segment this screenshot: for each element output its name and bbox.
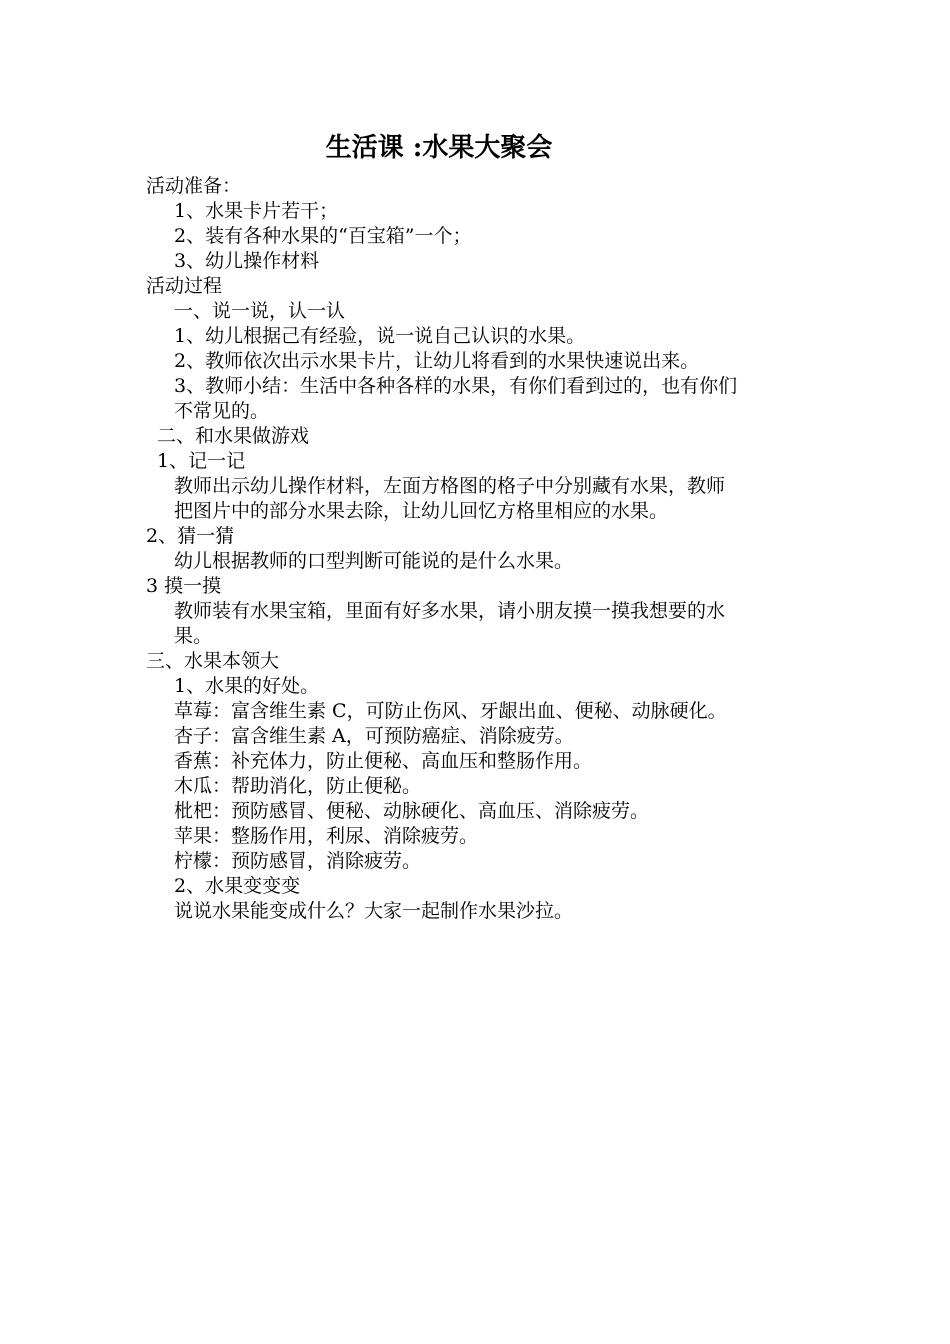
list-item: 1、水果卡片若干； <box>174 200 339 222</box>
section-heading-preparation: 活动准备： <box>146 175 242 197</box>
list-item: 2、猜一猜 <box>146 525 235 547</box>
fruit-benefit-line: 苹果：整肠作用，利尿、消除疲劳。 <box>174 825 479 847</box>
list-item: 2、水果变变变 <box>174 875 301 897</box>
list-item: 3、教师小结：生活中各种各样的水果，有你们看到过的，也有你们 <box>174 375 738 397</box>
fruit-benefit-line: 柠檬：预防感冒，消除疲劳。 <box>174 850 422 872</box>
paragraph-line: 果。 <box>174 625 213 647</box>
paragraph-line: 把图片中的部分水果去除，让幼儿回忆方格里相应的水果。 <box>174 500 669 522</box>
document-title: 生活课 :水果大聚会 <box>325 133 553 163</box>
paragraph-line: 教师装有水果宝箱，里面有好多水果，请小朋友摸一摸我想要的水 <box>174 600 726 622</box>
list-item: 1、水果的好处。 <box>174 675 320 697</box>
paragraph-line: 说说水果能变成什么？大家一起制作水果沙拉。 <box>174 900 574 922</box>
fruit-benefit-line: 枇杷：预防感冒、便秘、动脉硬化、高血压、消除疲劳。 <box>174 800 650 822</box>
fruit-benefit-line: 草莓：富含维生素 C，可防止伤风、牙龈出血、便秘、动脉硬化。 <box>174 700 727 722</box>
list-item: 2、教师依次出示水果卡片，让幼儿将看到的水果快速说出来。 <box>174 350 700 372</box>
fruit-benefit-line: 香蕉：补充体力，防止便秘、高血压和整肠作用。 <box>174 750 593 772</box>
subsection-heading: 三、水果本领大 <box>146 650 280 672</box>
list-item: 1、幼儿根据己有经验，说一说自己认识的水果。 <box>174 325 586 347</box>
fruit-benefit-line: 杏子：富含维生素 A，可预防癌症、消除疲劳。 <box>174 725 574 747</box>
section-heading-process: 活动过程 <box>146 275 223 297</box>
list-item-continued: 不常见的。 <box>174 400 270 422</box>
paragraph-line: 幼儿根据教师的口型判断可能说的是什么水果。 <box>174 550 574 572</box>
subsection-heading: 一、说一说，认一认 <box>174 300 346 322</box>
list-item: 1、记一记 <box>157 450 246 472</box>
subsection-heading: 二、和水果做游戏 <box>157 425 310 447</box>
paragraph-line: 教师出示幼儿操作材料，左面方格图的格子中分别藏有水果，教师 <box>174 475 726 497</box>
list-item: 3、幼儿操作材料 <box>174 250 320 272</box>
list-item: 2、装有各种水果的“百宝箱”一个； <box>174 225 472 247</box>
list-item: 3 摸一摸 <box>146 575 222 597</box>
fruit-benefit-line: 木瓜：帮助消化，防止便秘。 <box>174 775 422 797</box>
